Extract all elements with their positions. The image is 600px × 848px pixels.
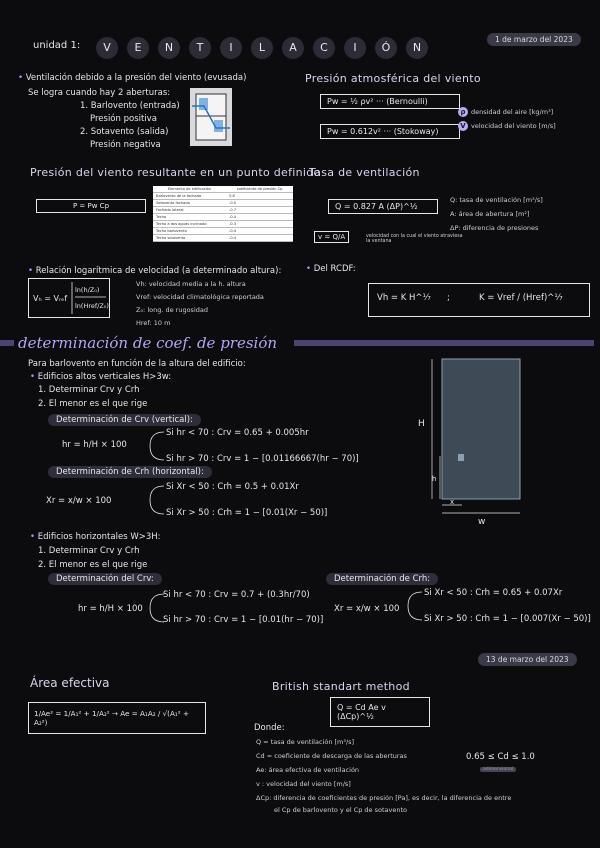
dp-definition: ΔP: diferencia de presiones <box>450 224 539 232</box>
tall-vertical-formula: hr = h/H × 100 <box>62 440 127 450</box>
building-diagram <box>412 356 532 526</box>
rcdf-formula1: Vh = K H^⅐ <box>377 293 431 303</box>
effective-area-heading: Área efectiva <box>30 676 110 690</box>
barlovento-sub: Presión positiva <box>90 114 157 124</box>
title-letter: Ó <box>375 37 397 59</box>
tall-heading: • Edificios altos verticales H>3w: <box>30 372 172 382</box>
tall-horizontal-brace <box>136 482 166 518</box>
title-letter: N <box>158 37 180 59</box>
title-letter: T <box>189 37 211 59</box>
table-cell: Sotavento fachada <box>153 200 226 207</box>
tall-vertical-case2: Si hr > 70 : Crv = 1 − [0.01166667(hr − 70)] <box>166 454 359 464</box>
wide-vertical-case1: Si hr < 70 : Crv = 0.7 + (0.3hr/70) <box>163 590 310 600</box>
table-cell: -0.4 <box>226 214 293 221</box>
sotavento-sub: Presión negativa <box>90 140 161 150</box>
rcdf-formula2: K = Vref / (Href)^⅐ <box>479 293 563 303</box>
ventilation-rate-formula: Q = 0.827 A (ΔP)^½ <box>328 199 438 214</box>
rcdf-heading: • Del RCDF: <box>306 264 356 274</box>
log-velocity-heading: • Relación logarítmica de velocidad (a determinado altura): <box>28 266 282 276</box>
tall-step1: 1. Determinar Crv y Crh <box>38 385 140 395</box>
wide-horizontal-case1: Si Xr < 50 : Crh = 0.65 + 0.07Xr <box>424 588 563 598</box>
q-definition: Q: tasa de ventilación [m³/s] <box>450 196 543 204</box>
title-letter: A <box>282 37 304 59</box>
wide-step1: 1. Determinar Crv y Crh <box>38 546 140 556</box>
tall-horizontal-label: Determinación de Crh (horizontal): <box>48 466 212 478</box>
tall-horizontal-case2: Si Xr > 50 : Crh = 1 − [0.01(Xr − 50)] <box>166 508 328 518</box>
v-definition: V velocidad del viento [m/s] <box>458 121 556 131</box>
stokoway-formula: Pw = 0.612v² ··· (Stokoway) <box>320 124 460 139</box>
title-letters <box>96 37 437 59</box>
wide-step2: 2. El menor es el que rige <box>38 560 148 570</box>
cd-range-note: adimensional <box>480 767 516 772</box>
british-donde: Donde: <box>254 723 285 733</box>
table-cell: 0.8 <box>226 193 293 200</box>
table-cell: -0.4 <box>226 235 293 242</box>
bernoulli-formula: Pw = ½ ρv² ··· (Bernoulli) <box>320 94 460 109</box>
british-dcp-def: ΔCp: diferencia de coeficientes de presión [Pa], es decir, la diferencia de entre <box>256 794 512 802</box>
wide-horizontal-case2: Si Xr > 50 : Crh = 1 − [0.007(Xr − 50)] <box>424 614 591 624</box>
title-letter: V <box>96 37 118 59</box>
table-row <box>153 221 293 228</box>
tall-vertical-case1: Si hr < 70 : Crv = 0.65 + 0.005hr <box>166 428 309 438</box>
rcdf-separator: ; <box>447 293 450 303</box>
svg-text:ln(h/Z₀): ln(h/Z₀) <box>75 286 100 294</box>
cd-range: 0.65 ≤ Cd ≤ 1.0 <box>466 752 535 762</box>
vref-definition: Vref: velocidad climatológica reportada <box>136 293 264 301</box>
barlovento-label: 1. Barlovento (entrada) <box>80 101 180 111</box>
wide-horizontal-formula: Xr = x/w × 100 <box>334 604 400 614</box>
footer-date: 13 de marzo del 2023 <box>478 653 577 666</box>
wide-horizontal-label: Determinación de Crh: <box>326 573 438 585</box>
diagram-label-x: x <box>450 498 455 506</box>
cp-table-wrap <box>153 186 293 242</box>
building-sketch <box>190 88 232 146</box>
a-definition: A: área de abertura [m²] <box>450 210 530 218</box>
wide-vertical-case2: Si hr > 70 : Crv = 1 − [0.01(hr − 70)] <box>163 615 324 625</box>
wind-ventilation-intro: Se logra cuando hay 2 aberturas: <box>28 88 171 98</box>
unidad-label: unidad 1: <box>33 40 81 51</box>
title-letter: I <box>344 37 366 59</box>
title-letter: E <box>127 37 149 59</box>
cp-table-header-cell: coeficiente de presión Cp <box>226 186 293 193</box>
table-row <box>153 207 293 214</box>
table-cell: -0.7 <box>226 207 293 214</box>
british-q-def: Q = tasa de ventilación [m³/s] <box>256 738 355 746</box>
tall-horizontal-case1: Si Xr < 50 : Crh = 0.5 + 0.01Xr <box>166 482 299 492</box>
tall-vertical-label: Determinación de Crv (vertical): <box>48 414 201 426</box>
diagram-label-h: h <box>432 475 437 483</box>
barlovento-intro: Para barlovento en función de la altura del edificio: <box>28 359 246 369</box>
table-cell: Techo <box>153 214 226 221</box>
british-dcp-def2: el Cp de barlovento y el Cp de sotavento <box>274 806 408 814</box>
title-letter: C <box>313 37 335 59</box>
table-row <box>153 235 293 242</box>
title-letter: N <box>406 37 428 59</box>
ventilation-rate-heading: Tasa de ventilación <box>309 166 420 179</box>
table-cell: -0.3 <box>226 221 293 228</box>
table-cell: Barlovento de la fachada <box>153 193 226 200</box>
coef-section-divider-left <box>0 340 14 346</box>
wide-vertical-label: Determinación del Crv: <box>48 573 162 585</box>
table-row <box>153 214 293 221</box>
wide-heading: • Edificios horizontales W>3H: <box>30 532 161 542</box>
table-row <box>153 200 293 207</box>
wide-vertical-formula: hr = h/H × 100 <box>78 604 143 614</box>
diagram-label-w: w <box>478 517 486 526</box>
wind-ventilation-heading: • Ventilación debido a la presión del viento (evusada) <box>18 73 247 83</box>
cp-table <box>153 186 293 242</box>
log-velocity-formula <box>28 278 110 318</box>
z0-definition: Z₀: long. de rugosidad <box>136 306 208 314</box>
british-v-def: v : velocidad del viento [m/s] <box>256 780 351 788</box>
table-row <box>153 228 293 235</box>
rcdf-box <box>368 283 590 317</box>
british-ae-def: Ae: área efectiva de ventilación <box>256 766 360 774</box>
point-pressure-formula: P = Pw Cp <box>36 199 146 213</box>
point-pressure-heading: Presión del viento resultante en un punto definido <box>30 166 321 179</box>
effective-area-formula: 1/Ae² = 1/A₁² + 1/A₂² → Ae = A₁A₂ / √(A₁² + A₂²) <box>28 702 206 734</box>
title-letter: L <box>251 37 273 59</box>
vh-definition: Vh: velocidad media a la h. altura <box>136 280 246 288</box>
british-cd-def: Cd = coeficiente de descarga de las aberturas <box>256 752 407 760</box>
table-row <box>153 193 293 200</box>
tall-horizontal-formula: Xr = x/w × 100 <box>46 496 112 506</box>
coef-section-heading: determinación de coef. de presión <box>18 334 278 352</box>
v-dot: V <box>458 121 468 131</box>
table-cell: -0.4 <box>226 228 293 235</box>
atmospheric-heading: Presión atmosférica del viento <box>305 72 481 85</box>
rho-definition: ρ densidad del aire [kg/m³] <box>458 107 553 117</box>
coef-section-divider <box>294 340 594 346</box>
rho-dot: ρ <box>458 107 468 117</box>
header-date: 1 de marzo del 2023 <box>487 33 581 46</box>
table-cell: Techo sotavento <box>153 235 226 242</box>
v-formula: v = Q/A <box>314 231 349 243</box>
wide-horizontal-brace <box>394 588 424 624</box>
table-cell: Fachada lateral <box>153 207 226 214</box>
href-definition: Href: 10 m <box>136 319 171 327</box>
tall-step2: 2. El menor es el que rige <box>38 399 148 409</box>
tall-vertical-brace <box>136 428 166 464</box>
diagram-label-H: H <box>418 419 425 429</box>
cp-table-header-cell: Elemento de edificación <box>153 186 226 193</box>
sotavento-label: 2. Sotavento (salida) <box>80 127 169 137</box>
table-cell: -0.5 <box>226 200 293 207</box>
table-cell: Techo a dos aguas inclinado <box>153 221 226 228</box>
british-heading: British standart method <box>272 680 410 693</box>
v-note: velocidad con la cual el viento atraviesa la ventana <box>366 234 463 244</box>
title-letter: I <box>220 37 242 59</box>
table-cell: Techo barlovento <box>153 228 226 235</box>
svg-text:ln(Href/Z₀): ln(Href/Z₀) <box>75 302 109 310</box>
wide-vertical-brace <box>136 590 166 626</box>
british-formula: Q = Cd Ae v (ΔCp)^½ <box>330 697 430 727</box>
svg-text:Vₕ = Vᵣₑf: Vₕ = Vᵣₑf <box>33 294 68 303</box>
